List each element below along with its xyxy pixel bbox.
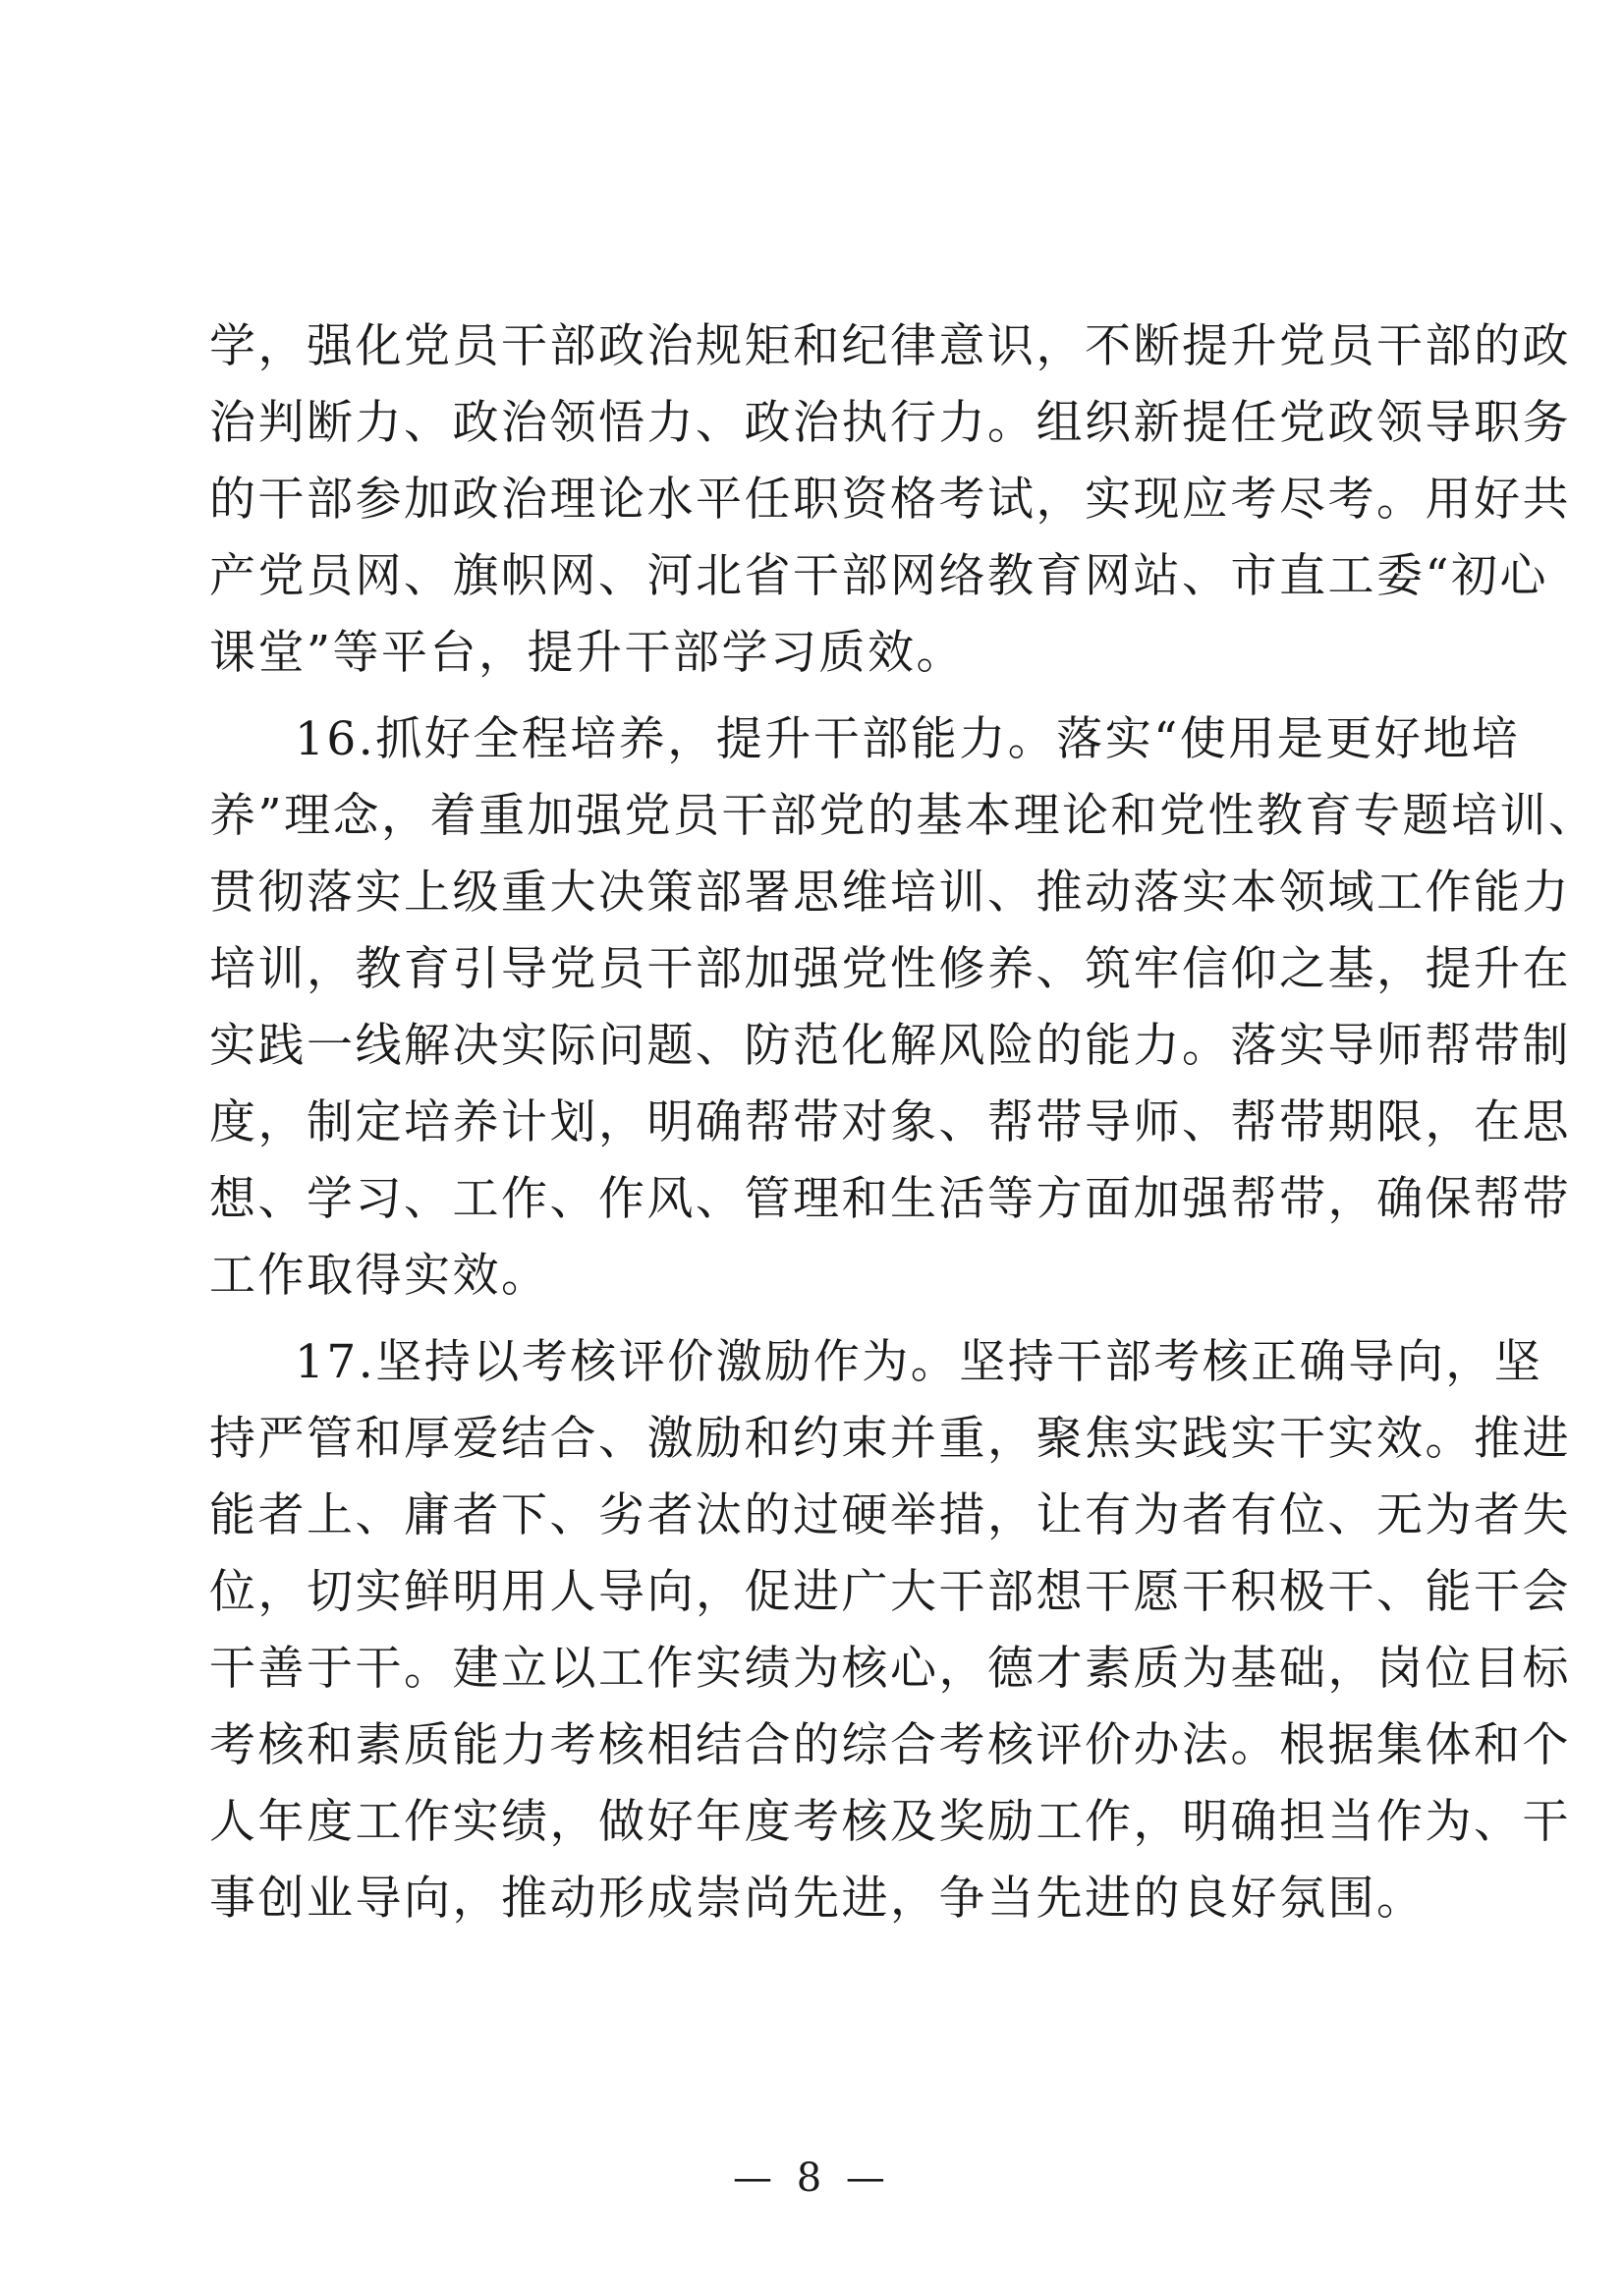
body-line-15: 持严管和厚爱结合、激励和约束并重，聚焦实践实干实效。推进 — [209, 1412, 1571, 1466]
body-line-20: 人年度工作实绩，做好年度考核及奖励工作，明确担当作为、干 — [209, 1795, 1571, 1849]
body-line-2: 治判断力、政治领悟力、政治执行力。组织新提任党政领导职务 — [209, 396, 1571, 450]
body-line-11: 度，制定培养计划，明确帮带对象、帮带导师、帮带期限，在思 — [209, 1095, 1571, 1149]
body-line-9: 培训，教育引导党员干部加强党性修养、筑牢信仰之基，提升在 — [209, 942, 1571, 996]
body-line-17: 位，切实鲜明用人导向，促进广大干部想干愿干积极干、能干会 — [209, 1565, 1571, 1619]
body-line-12: 想、学习、工作、作风、管理和生活等方面加强帮带，确保帮带 — [209, 1172, 1571, 1226]
body-line-13: 工作取得实效。 — [209, 1249, 550, 1303]
page-number: — 8 — — [733, 2155, 891, 2201]
body-line-21: 事创业导向，推动形成崇尚先进，争当先进的良好氛围。 — [209, 1872, 1426, 1926]
heading-line-16: 16.抓好全程培养，提升干部能力。落实“使用是更好地培 — [295, 712, 1521, 766]
body-line-7: 养”理念，着重加强党员干部党的基本理论和党性教育专题培训、 — [209, 789, 1597, 843]
body-line-4: 产党员网、旗帜网、河北省干部网络教育网站、市直工委“初心 — [209, 549, 1549, 603]
body-line-19: 考核和素质能力考核相结合的综合考核评价办法。根据集体和个 — [209, 1718, 1571, 1772]
body-line-18: 干善于干。建立以工作实绩为核心，德才素质为基础，岗位目标 — [209, 1642, 1571, 1696]
body-line-5: 课堂”等平台，提升干部学习质效。 — [209, 626, 966, 680]
heading-line-17: 17.坚持以考核评价激励作为。坚持干部考核正确导向，坚 — [295, 1335, 1543, 1389]
body-line-3: 的干部参加政治理论水平任职资格考试，实现应考尽考。用好共 — [209, 473, 1571, 527]
body-line-10: 实践一线解决实际问题、防范化解风险的能力。落实导师帮带制 — [209, 1019, 1571, 1073]
body-line-1: 学，强化党员干部政治规矩和纪律意识，不断提升党员干部的政 — [209, 319, 1571, 373]
body-line-8: 贯彻落实上级重大决策部署思维培训、推动落实本领域工作能力 — [209, 866, 1571, 920]
body-line-16: 能者上、庸者下、劣者汰的过硬举措，让有为者有位、无为者失 — [209, 1488, 1571, 1542]
